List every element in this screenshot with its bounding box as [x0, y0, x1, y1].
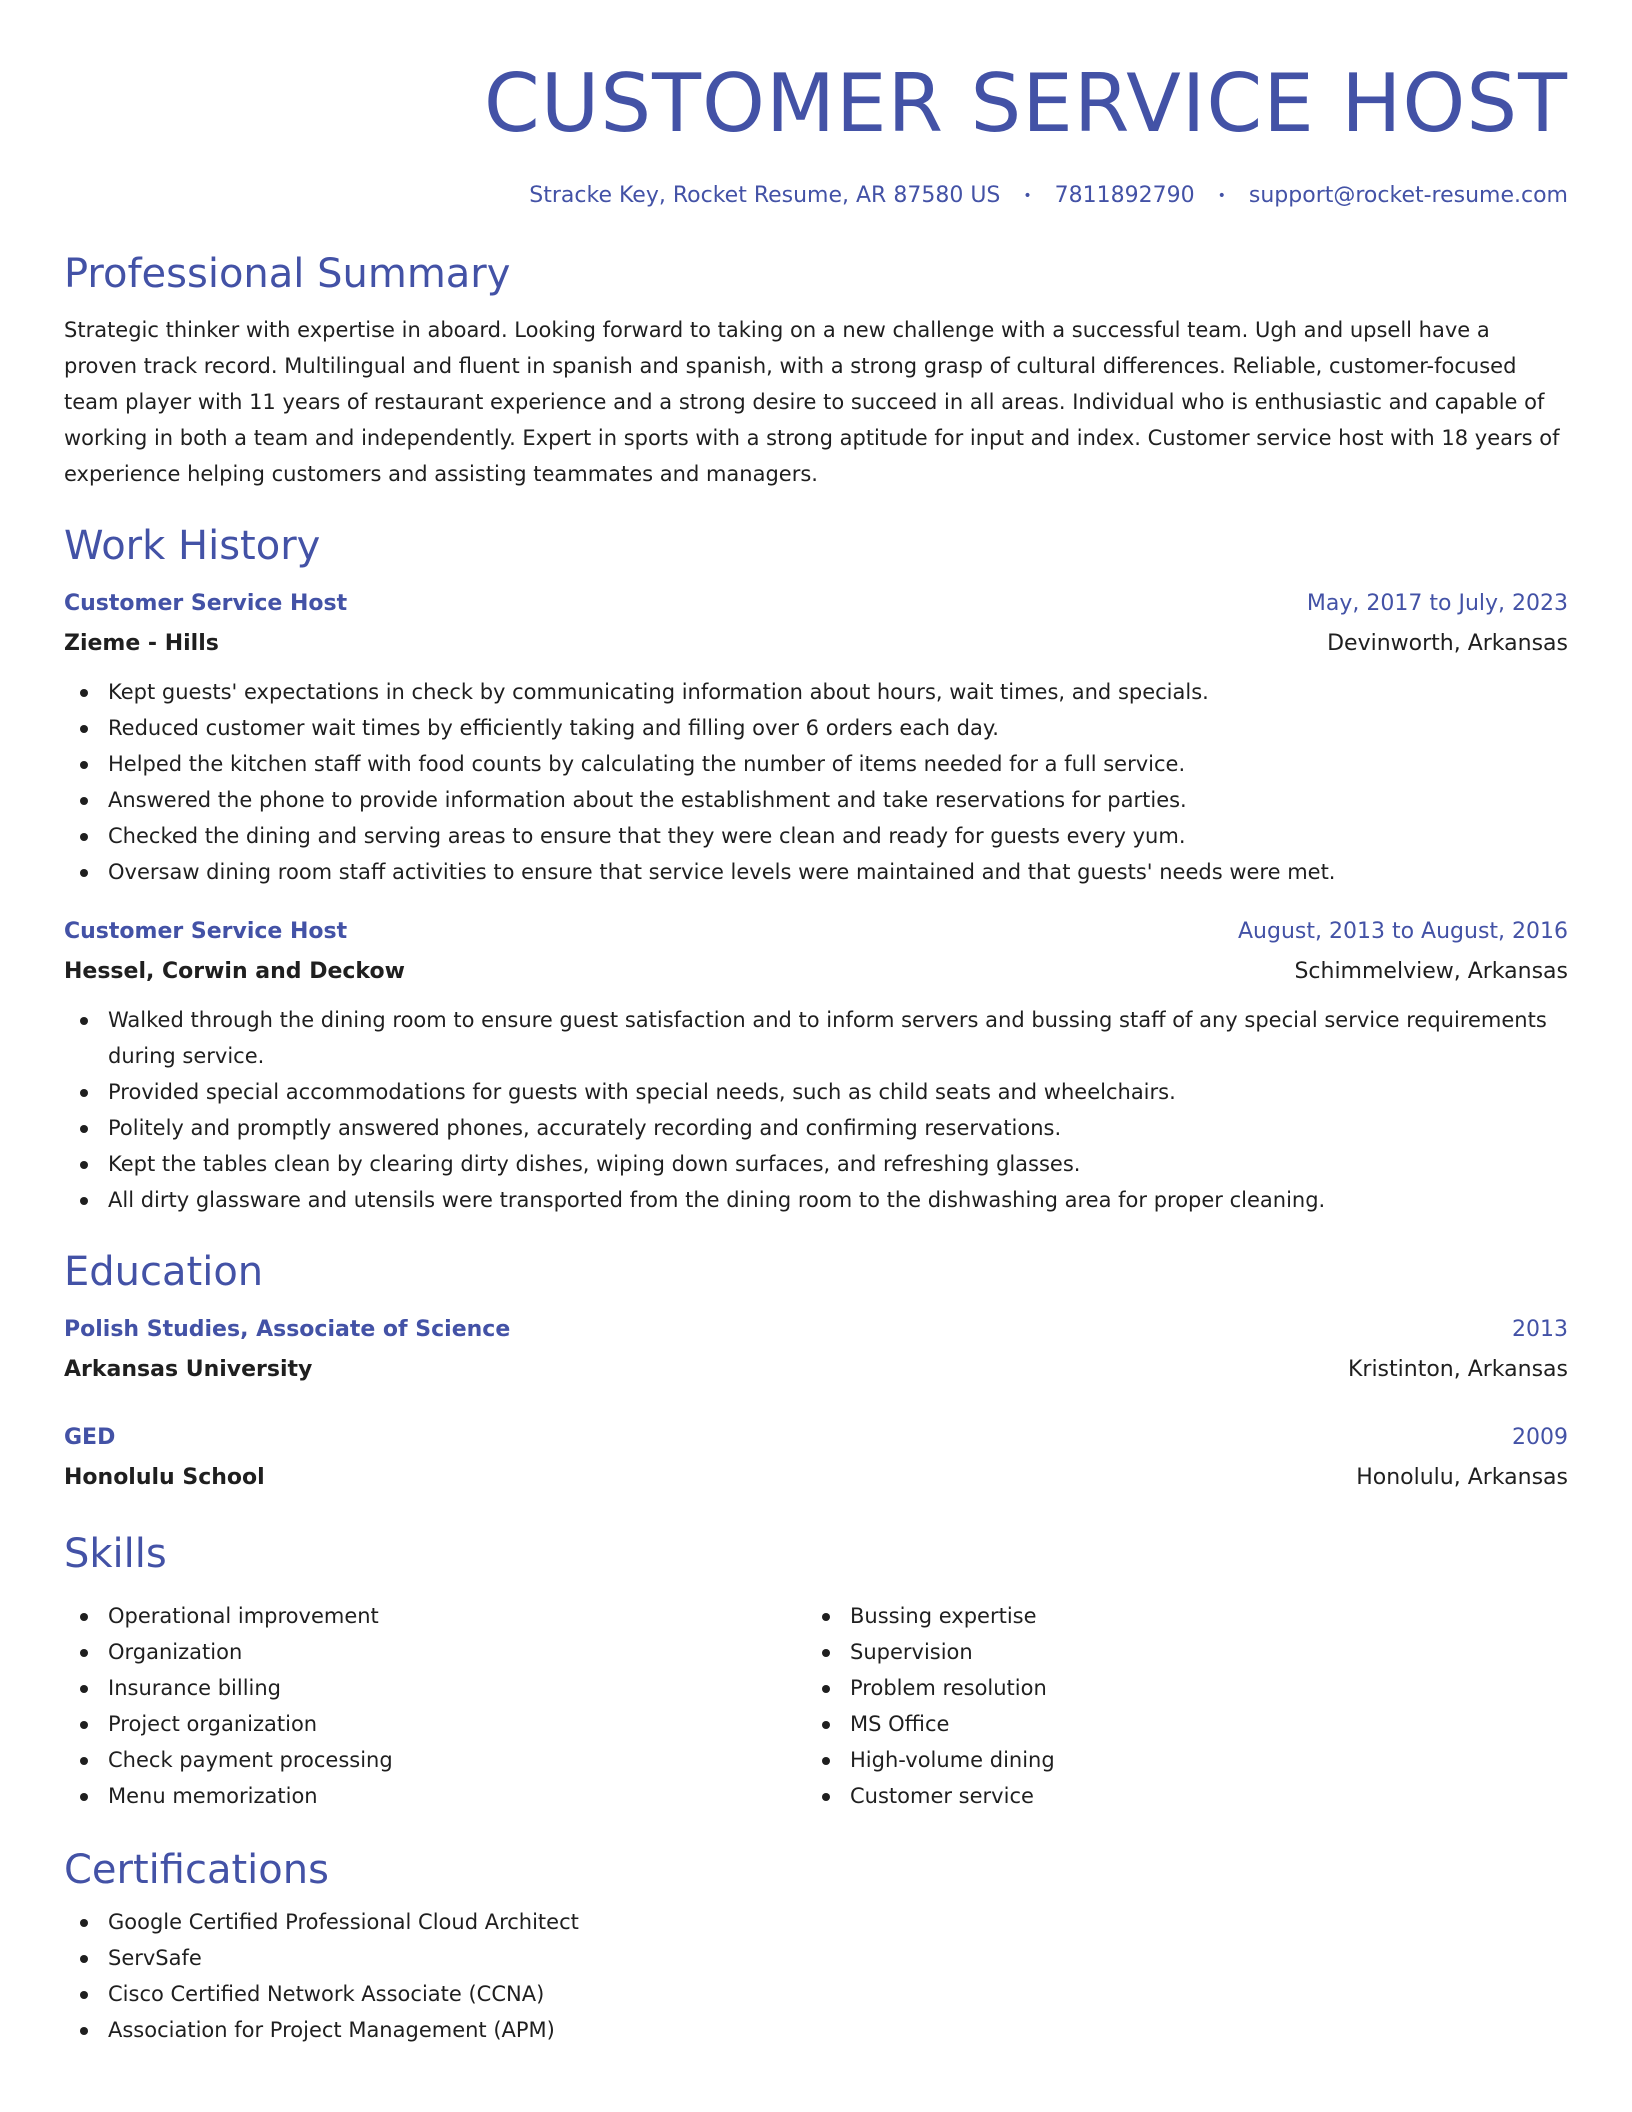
job-company-row [64, 624, 1568, 664]
job-location: Schimmelview, Arkansas [1294, 959, 1568, 984]
skill-item: Check payment processing [64, 1742, 806, 1778]
job-dates: August, 2013 to August, 2016 [1238, 919, 1568, 944]
education-school-row [64, 1458, 1568, 1498]
skills-section [64, 1528, 1568, 1814]
education-location: Honolulu, Arkansas [1356, 1465, 1568, 1490]
education-entry [64, 1310, 1568, 1390]
job-duty: All dirty glassware and utensils were transported from the dining room to the dishwashing area for proper cleaning. [64, 1182, 1568, 1218]
education-degree-row [64, 1310, 1568, 1350]
education-entry [64, 1418, 1568, 1498]
job-duty: Walked through the dining room to ensure guest satisfaction and to inform servers and bussing staff of any special service requirements during service. [64, 1002, 1568, 1074]
contact-line [64, 180, 1568, 212]
job-title-row [64, 912, 1568, 952]
certification-item: Cisco Certified Network Associate (CCNA) [64, 1976, 1568, 2012]
summary-section [64, 248, 1568, 492]
education-school-row [64, 1350, 1568, 1390]
job-entry [64, 584, 1568, 890]
job-dates: May, 2017 to July, 2023 [1306, 591, 1568, 616]
job-location: Devinworth, Arkansas [1327, 631, 1568, 656]
job-company: Zieme - Hills [64, 631, 219, 656]
job-company: Hessel, Corwin and Deckow [64, 959, 405, 984]
job-duty: Reduced customer wait times by efficiently taking and filling over 6 orders each day. [64, 710, 1568, 746]
skills-list-left [64, 1598, 806, 1814]
education-school: Honolulu School [64, 1465, 265, 1490]
skill-item: Customer service [806, 1778, 1548, 1814]
education-degree: GED [64, 1425, 116, 1450]
job-duty: Oversaw dining room staff activities to ensure that service levels were maintained and that guests' needs were met. [64, 854, 1568, 890]
job-entry [64, 912, 1568, 1218]
certification-item: ServSafe [64, 1940, 1568, 1976]
skills-columns [64, 1588, 1568, 1814]
job-duty: Provided special accommodations for guests with special needs, such as child seats and wheelchairs. [64, 1074, 1568, 1110]
job-duty: Answered the phone to provide information about the establishment and take reservations for parties. [64, 782, 1568, 818]
education-degree: Polish Studies, Associate of Science [64, 1317, 511, 1342]
education-location: Kristinton, Arkansas [1347, 1357, 1568, 1382]
job-company-row [64, 952, 1568, 992]
job-role: Customer Service Host [64, 591, 348, 616]
skill-item: Project organization [64, 1706, 806, 1742]
skill-item: Operational improvement [64, 1598, 806, 1634]
skill-item: High-volume dining [806, 1742, 1548, 1778]
skill-item: Insurance billing [64, 1670, 806, 1706]
certifications-section [64, 1844, 1568, 2048]
contact-phone: 7811892790 [1054, 183, 1195, 208]
summary-text: Strategic thinker with expertise in aboard. Looking forward to taking on a new challenge with a successful team. Ugh and upsell have a proven track record. Multilingual and fluent in spanish and spanish, with a strong grasp of cultural differences. Reliable, customer-focused team player with 11 years of restaurant experience and a strong desire to succeed in all areas. Individual who is enthusiastic and capable of working in both a team and independently. Expert in sports with a strong aptitude for input and index. Customer service host with 18 years of experience helping customers and assisting teammates and managers. [64, 318, 1560, 486]
resume-page [64, 0, 1568, 2048]
skill-item: MS Office [806, 1706, 1548, 1742]
contact-separator: • [1217, 188, 1226, 204]
job-role: Customer Service Host [64, 919, 348, 944]
education-year: 2013 [1512, 1317, 1568, 1342]
skills-heading: Skills [64, 1531, 167, 1577]
job-duty: Politely and promptly answered phones, accurately recording and confirming reservations. [64, 1110, 1568, 1146]
contact-address: Stracke Key, Rocket Resume, AR 87580 US [529, 183, 1001, 208]
education-degree-row [64, 1418, 1568, 1458]
skill-item: Supervision [806, 1634, 1548, 1670]
resume-header [64, 0, 1568, 212]
job-duty: Helped the kitchen staff with food counts by calculating the number of items needed for a full service. [64, 746, 1568, 782]
skills-list-right [806, 1598, 1548, 1814]
education-school: Arkansas University [64, 1357, 313, 1382]
certifications-heading: Certifications [64, 1847, 329, 1893]
contact-email: support@rocket-resume.com [1248, 183, 1568, 208]
skill-item: Problem resolution [806, 1670, 1548, 1706]
job-duty: Checked the dining and serving areas to ensure that they were clean and ready for guests every yum. [64, 818, 1568, 854]
job-title-row [64, 584, 1568, 624]
education-year: 2009 [1512, 1425, 1568, 1450]
education-heading: Education [64, 1249, 264, 1295]
education-section [64, 1246, 1568, 1498]
summary-heading: Professional Summary [64, 251, 511, 297]
skill-item: Bussing expertise [806, 1598, 1548, 1634]
candidate-title: CUSTOMER SERVICE HOST [483, 57, 1568, 150]
certification-item: Association for Project Management (APM) [64, 2012, 1568, 2048]
job-duty: Kept guests' expectations in check by communicating information about hours, wait times, and specials. [64, 674, 1568, 710]
job-duties [64, 1002, 1568, 1218]
work-history-section [64, 520, 1568, 1218]
work-history-heading: Work History [64, 523, 321, 569]
contact-separator: • [1023, 188, 1032, 204]
skill-item: Menu memorization [64, 1778, 806, 1814]
job-duties [64, 674, 1568, 890]
certification-item: Google Certified Professional Cloud Architect [64, 1904, 1568, 1940]
job-duty: Kept the tables clean by clearing dirty dishes, wiping down surfaces, and refreshing glasses. [64, 1146, 1568, 1182]
skill-item: Organization [64, 1634, 806, 1670]
certifications-list [64, 1904, 1568, 2048]
